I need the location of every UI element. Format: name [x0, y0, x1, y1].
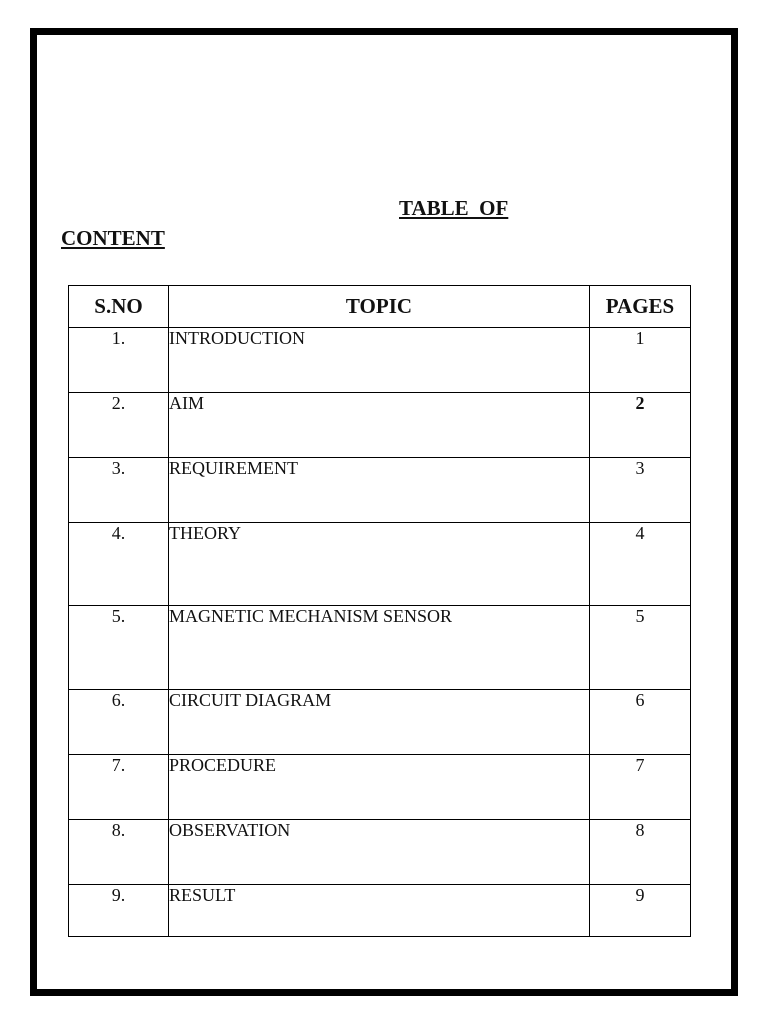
row-page: 5 — [590, 606, 691, 690]
row-page: 1 — [590, 328, 691, 393]
row-sno: 9. — [69, 885, 169, 937]
column-header-pages: PAGES — [590, 286, 691, 328]
page-title-line2: CONTENT — [61, 226, 165, 250]
row-topic: PROCEDURE — [169, 755, 590, 820]
row-topic: REQUIREMENT — [169, 458, 590, 523]
table-row — [69, 755, 691, 820]
row-page: 2 — [590, 393, 691, 458]
row-sno: 6. — [69, 690, 169, 755]
table-row — [69, 606, 691, 690]
table-header-row — [69, 286, 691, 328]
row-page: 4 — [590, 523, 691, 606]
row-sno: 3. — [69, 458, 169, 523]
row-topic: OBSERVATION — [169, 820, 590, 885]
row-page: 9 — [590, 885, 691, 937]
row-sno: 2. — [69, 393, 169, 458]
column-header-sno: S.NO — [69, 286, 169, 328]
table-row — [69, 690, 691, 755]
row-page: 6 — [590, 690, 691, 755]
row-page: 8 — [590, 820, 691, 885]
table-row — [69, 820, 691, 885]
row-sno: 7. — [69, 755, 169, 820]
row-topic: CIRCUIT DIAGRAM — [169, 690, 590, 755]
table-row — [69, 885, 691, 937]
row-topic: AIM — [169, 393, 590, 458]
row-topic: MAGNETIC MECHANISM SENSOR — [169, 606, 590, 690]
row-topic: RESULT — [169, 885, 590, 937]
table-row — [69, 328, 691, 393]
row-sno: 8. — [69, 820, 169, 885]
table-row — [69, 393, 691, 458]
row-page: 7 — [590, 755, 691, 820]
row-topic: THEORY — [169, 523, 590, 606]
row-sno: 1. — [69, 328, 169, 393]
table-of-contents — [68, 285, 691, 937]
table-row — [69, 458, 691, 523]
page-title-line1: TABLE OF — [399, 196, 509, 220]
row-sno: 4. — [69, 523, 169, 606]
row-topic: INTRODUCTION — [169, 328, 590, 393]
table-row — [69, 523, 691, 606]
row-sno: 5. — [69, 606, 169, 690]
row-page: 3 — [590, 458, 691, 523]
column-header-topic: TOPIC — [169, 286, 590, 328]
